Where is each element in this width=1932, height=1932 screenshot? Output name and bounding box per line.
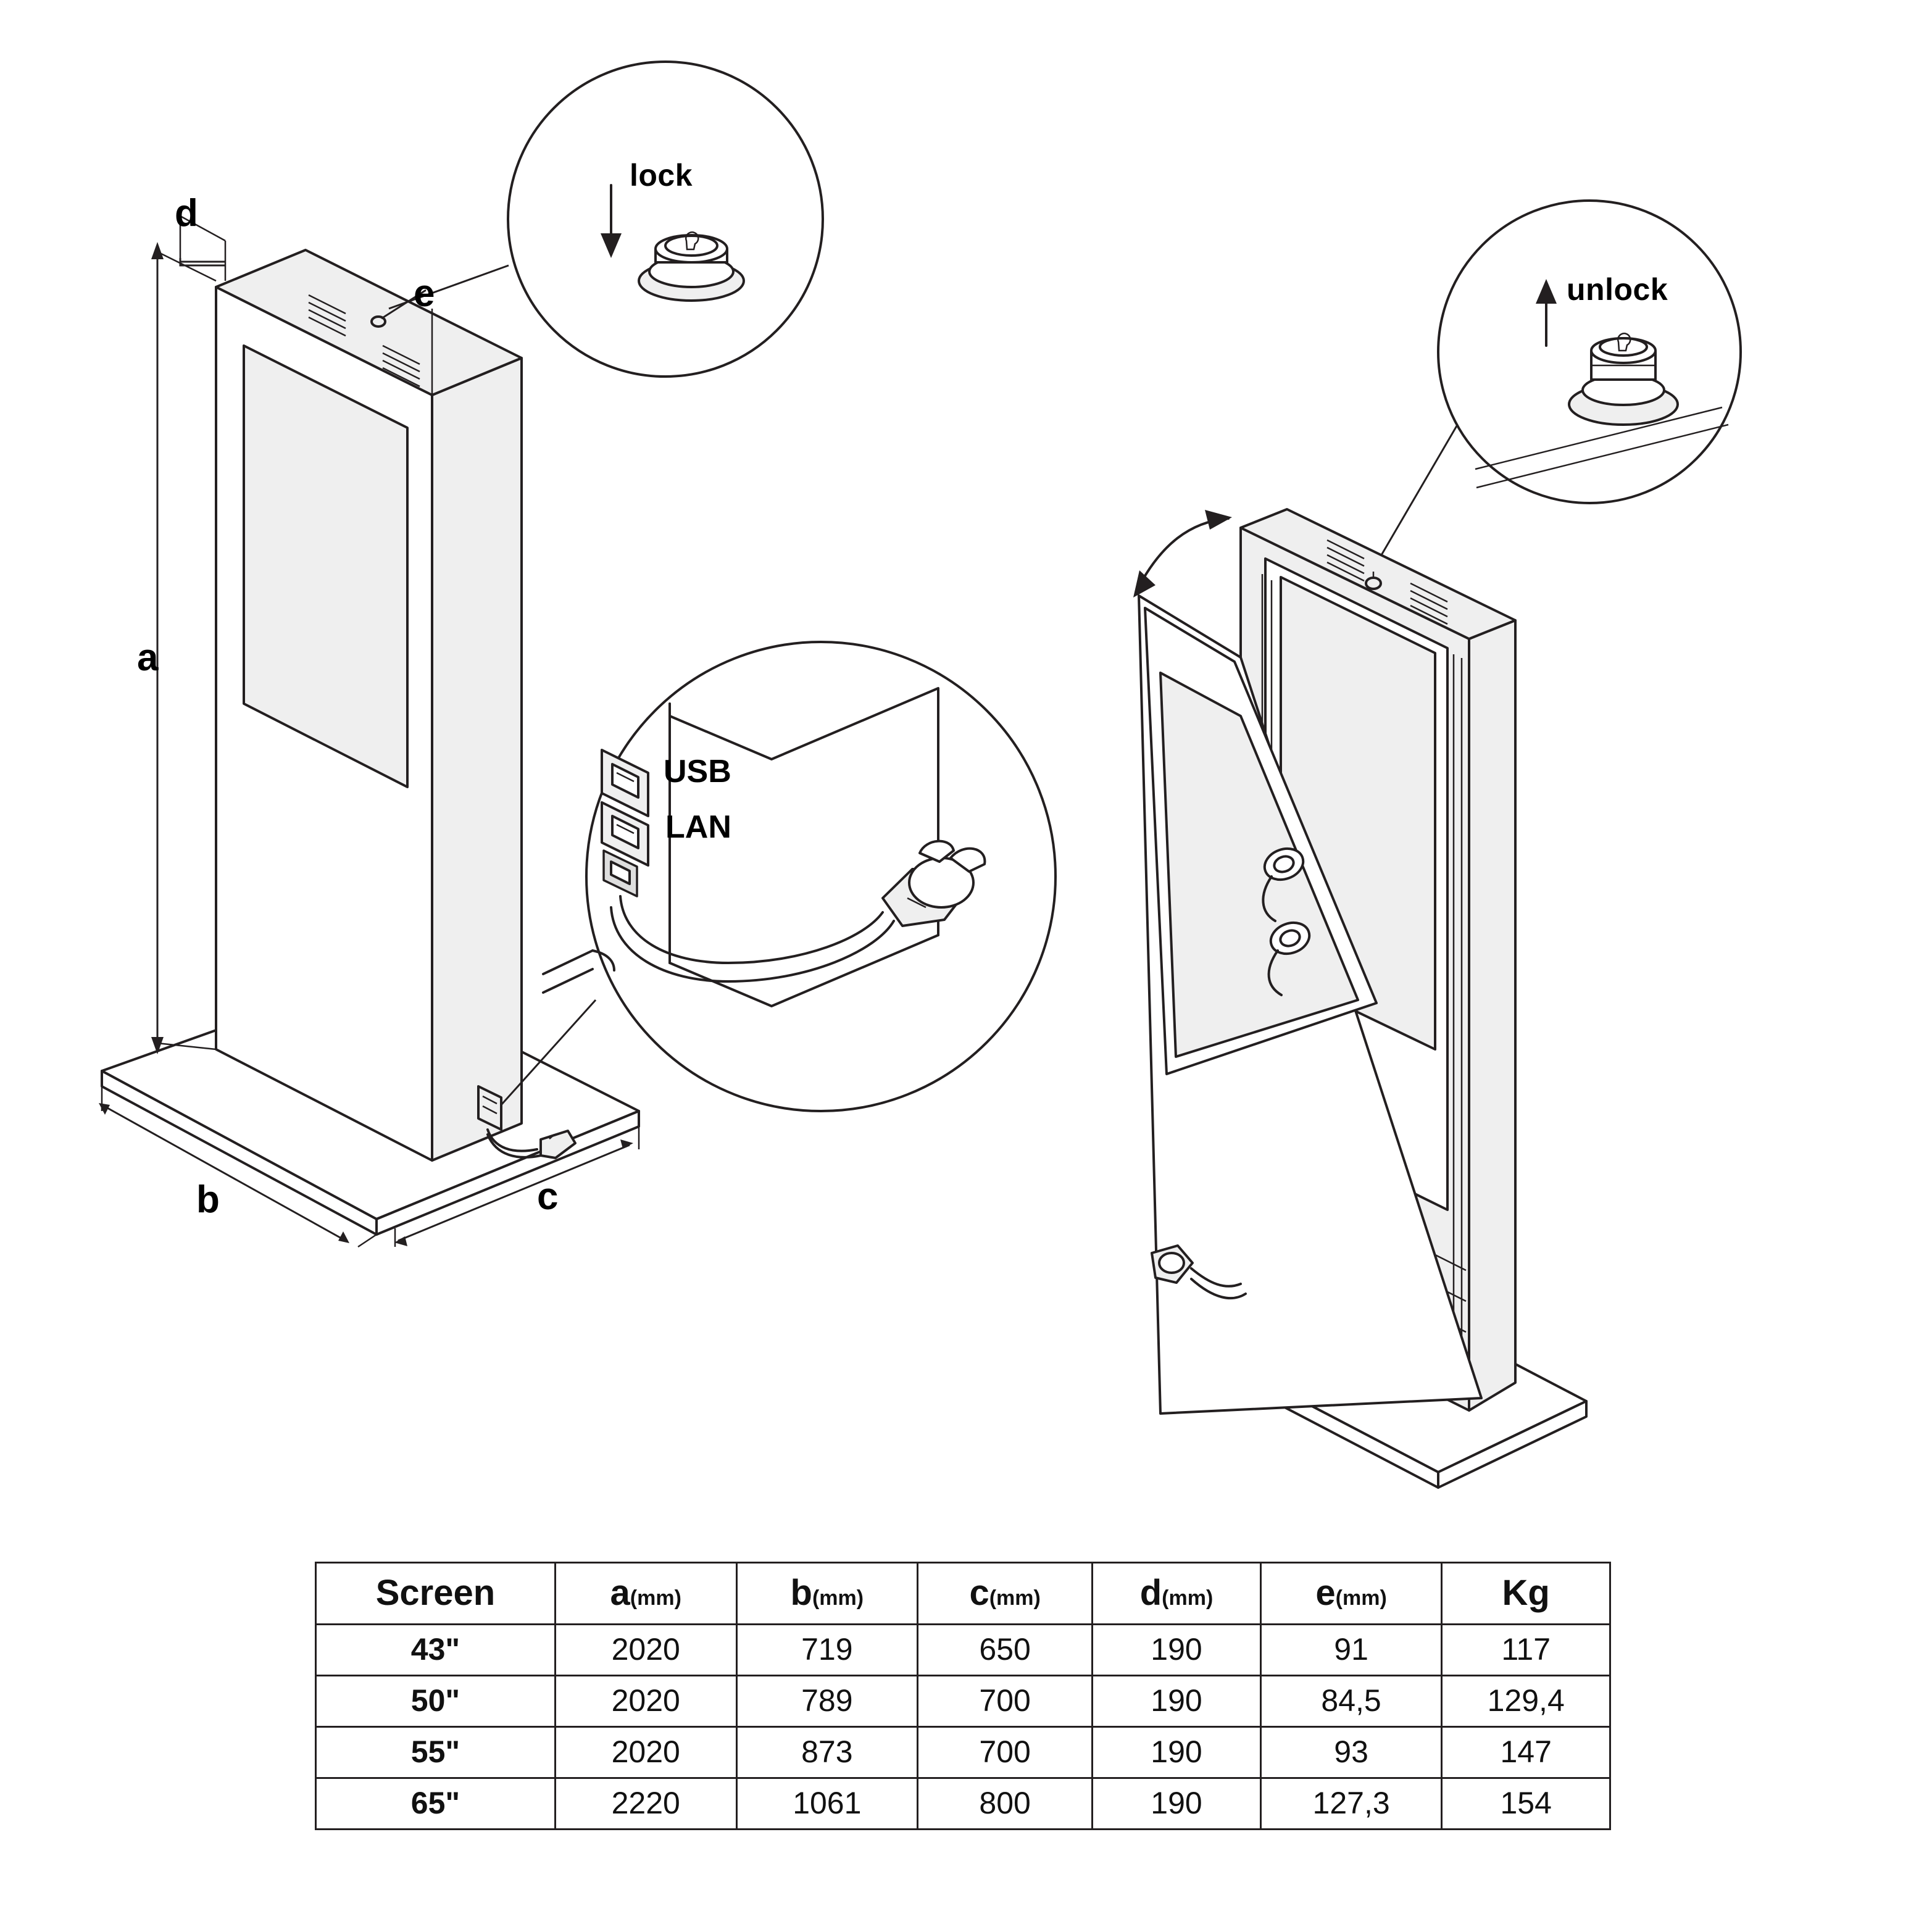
header-a-unit: (mm) [630, 1586, 681, 1610]
cell-screen: 55" [316, 1727, 556, 1778]
header-c-label: c [969, 1573, 989, 1613]
table-row [316, 1778, 1610, 1830]
header-c [918, 1563, 1093, 1625]
cell-kg: 129,4 [1442, 1676, 1610, 1727]
dimension-a [151, 242, 216, 1054]
cell-e: 127,3 [1260, 1778, 1442, 1830]
cell-c: 800 [918, 1778, 1093, 1830]
lock-callout-label: lock [630, 158, 693, 193]
table-row [316, 1625, 1610, 1676]
cell-b: 873 [736, 1727, 918, 1778]
cell-a: 2020 [555, 1676, 736, 1727]
header-b-label: b [790, 1573, 812, 1613]
cell-d: 190 [1093, 1625, 1261, 1676]
cell-a: 2020 [555, 1727, 736, 1778]
unlock-callout-label: unlock [1567, 272, 1668, 307]
cell-e: 84,5 [1260, 1676, 1442, 1727]
specifications-table-container [315, 1562, 1611, 1830]
cell-kg: 147 [1442, 1727, 1610, 1778]
usb-label: USB [664, 754, 731, 789]
dimension-label-b: b [196, 1178, 220, 1221]
cell-screen: 65" [316, 1778, 556, 1830]
header-e [1260, 1563, 1442, 1625]
header-kg [1442, 1563, 1610, 1625]
header-screen [316, 1563, 556, 1625]
dimension-label-a: a [137, 636, 159, 679]
header-screen-label: Screen [375, 1573, 496, 1613]
cell-screen: 50" [316, 1676, 556, 1727]
dimension-label-e: e [414, 272, 435, 315]
ports-callout [501, 642, 1056, 1111]
totem-closed-illustration [99, 216, 639, 1247]
cell-b: 1061 [736, 1778, 918, 1830]
cell-b: 789 [736, 1676, 918, 1727]
header-e-label: e [1315, 1573, 1336, 1613]
cell-e: 93 [1260, 1727, 1442, 1778]
cell-e: 91 [1260, 1625, 1442, 1676]
header-c-unit: (mm) [989, 1586, 1041, 1610]
cell-d: 190 [1093, 1778, 1261, 1830]
specifications-table [315, 1562, 1611, 1830]
unlock-callout [1370, 201, 1741, 574]
cell-kg: 117 [1442, 1625, 1610, 1676]
header-a-label: a [610, 1573, 630, 1613]
cell-screen: 43" [316, 1625, 556, 1676]
header-b-unit: (mm) [812, 1586, 864, 1610]
cell-d: 190 [1093, 1676, 1261, 1727]
cell-a: 2220 [555, 1778, 736, 1830]
table-row [316, 1727, 1610, 1778]
dimension-label-c: c [537, 1175, 559, 1218]
cell-c: 700 [918, 1727, 1093, 1778]
header-b [736, 1563, 918, 1625]
door-swing-arrow-icon [1133, 510, 1232, 598]
header-d-label: d [1139, 1573, 1162, 1613]
table-row [316, 1676, 1610, 1727]
table-header-row [316, 1563, 1610, 1625]
header-e-unit: (mm) [1335, 1586, 1387, 1610]
cell-kg: 154 [1442, 1778, 1610, 1830]
cell-c: 650 [918, 1625, 1093, 1676]
cell-b: 719 [736, 1625, 918, 1676]
header-d-unit: (mm) [1162, 1586, 1214, 1610]
lan-label: LAN [665, 809, 731, 845]
header-a [555, 1563, 736, 1625]
dimension-label-d: d [175, 192, 198, 235]
header-kg-label: Kg [1502, 1573, 1550, 1613]
cell-d: 190 [1093, 1727, 1261, 1778]
cell-c: 700 [918, 1676, 1093, 1727]
totem-open-illustration [1133, 509, 1586, 1488]
header-d [1093, 1563, 1261, 1625]
cell-a: 2020 [555, 1625, 736, 1676]
